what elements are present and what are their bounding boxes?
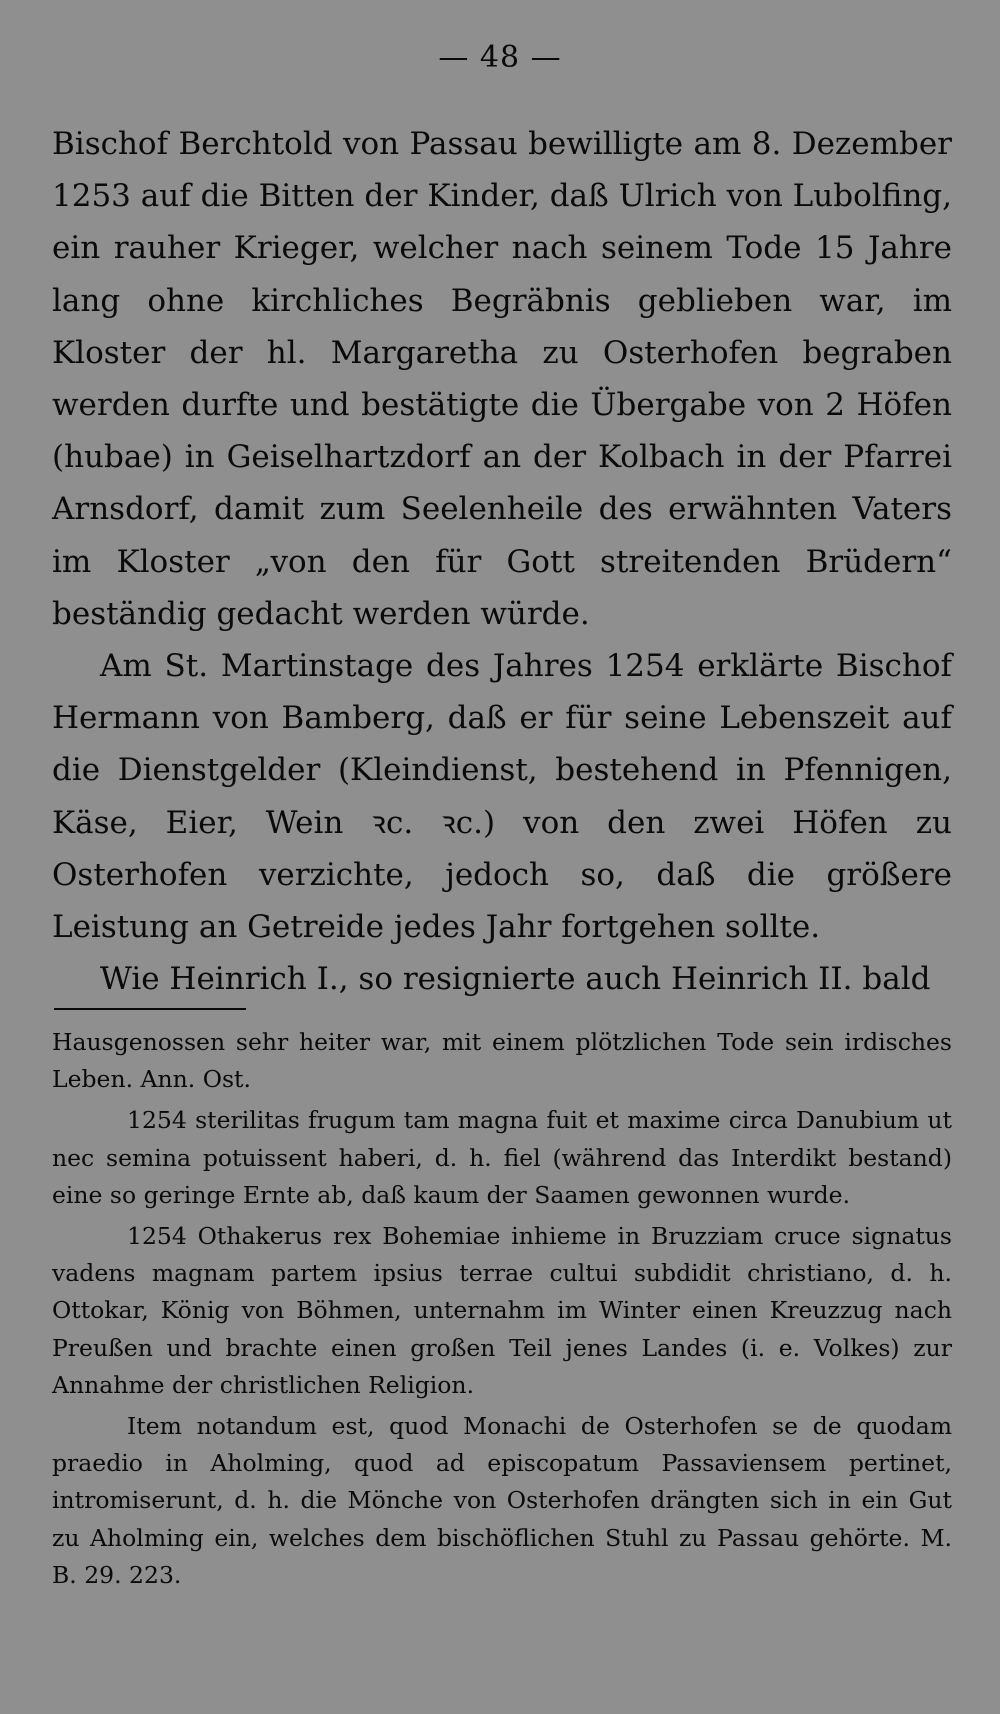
footnote-sterilitas: 1254 sterilitas frugum tam magna fuit et maxime circa Danubium ut nec semina potuissent haberi, d. h. fiel (während das Interdikt bestand) eine so geringe Ernte ab, daß kaum der Saamen gewonnen wurde. xyxy=(52,1106,952,1209)
footnote-aholming: Item notandum est, quod Monachi de Osterhofen se de quodam praedio in Aholming, quod ad episcopatum Passaviensem pertinet, intromiserunt, d. h. die Mönche von Osterhofen drängten sich in ein Gut zu Aholming ein, welches dem bischöflichen Stuhl zu Passau gehörte. M. B. 29. 223. xyxy=(52,1412,952,1589)
footnote-separator xyxy=(54,1008,246,1010)
footnotes xyxy=(52,1024,952,1598)
page-number: — 48 — xyxy=(438,40,562,75)
paragraph-heinrich: Wie Heinrich I., so resignierte auch Heinrich II. bald xyxy=(100,961,931,998)
footnote-othakerus: 1254 Othakerus rex Bohemiae inhieme in Bruzziam cruce signatus vadens magnam partem ipsius terrae cultui subdidit christiano, d. h. Ottokar, König von Böhmen, unternahm im Winter einen Kreuzzug nach Preußen und brachte einen großen Teil jenes Landes (i. e. Volkes) zur Annahme der christlichen Religion. xyxy=(52,1222,952,1399)
main-text xyxy=(52,118,952,1005)
footnote-continuation: Hausgenossen sehr heiter war, mit einem plötzlichen Tode sein irdisches Leben. Ann. Ost. xyxy=(52,1028,952,1094)
paragraph-martinstag: Am St. Martinstage des Jahres 1254 erklärte Bischof Hermann von Bamberg, daß er für seine Lebenszeit auf die Dienstgelder (Kleindienst, bestehend in Pfennigen, Käse, Eier, Wein ꝛc. ꝛc.) von den zwei Höfen zu Osterhofen verzichte, jedoch so, daß die größere Leistung an Getreide jedes Jahr fortgehen sollte. xyxy=(52,648,952,946)
paragraph-berchtold: Bischof Berchtold von Passau bewilligte am 8. Dezember 1253 auf die Bitten der Kinder, daß Ulrich von Lubolfing, ein rauher Krieger, welcher nach seinem Tode 15 Jahre lang ohne kirchliches Begräbnis geblieben war, im Kloster der hl. Margaretha zu Osterhofen begraben werden durfte und bestätigte die Übergabe von 2 Höfen (hubae) in Geiselhartzdorf an der Kolbach in der Pfarrei Arnsdorf, damit zum Seelenheile des erwähnten Vaters im Kloster „von den für Gott streitenden Brüdern“ beständig gedacht werden würde. xyxy=(52,126,952,632)
